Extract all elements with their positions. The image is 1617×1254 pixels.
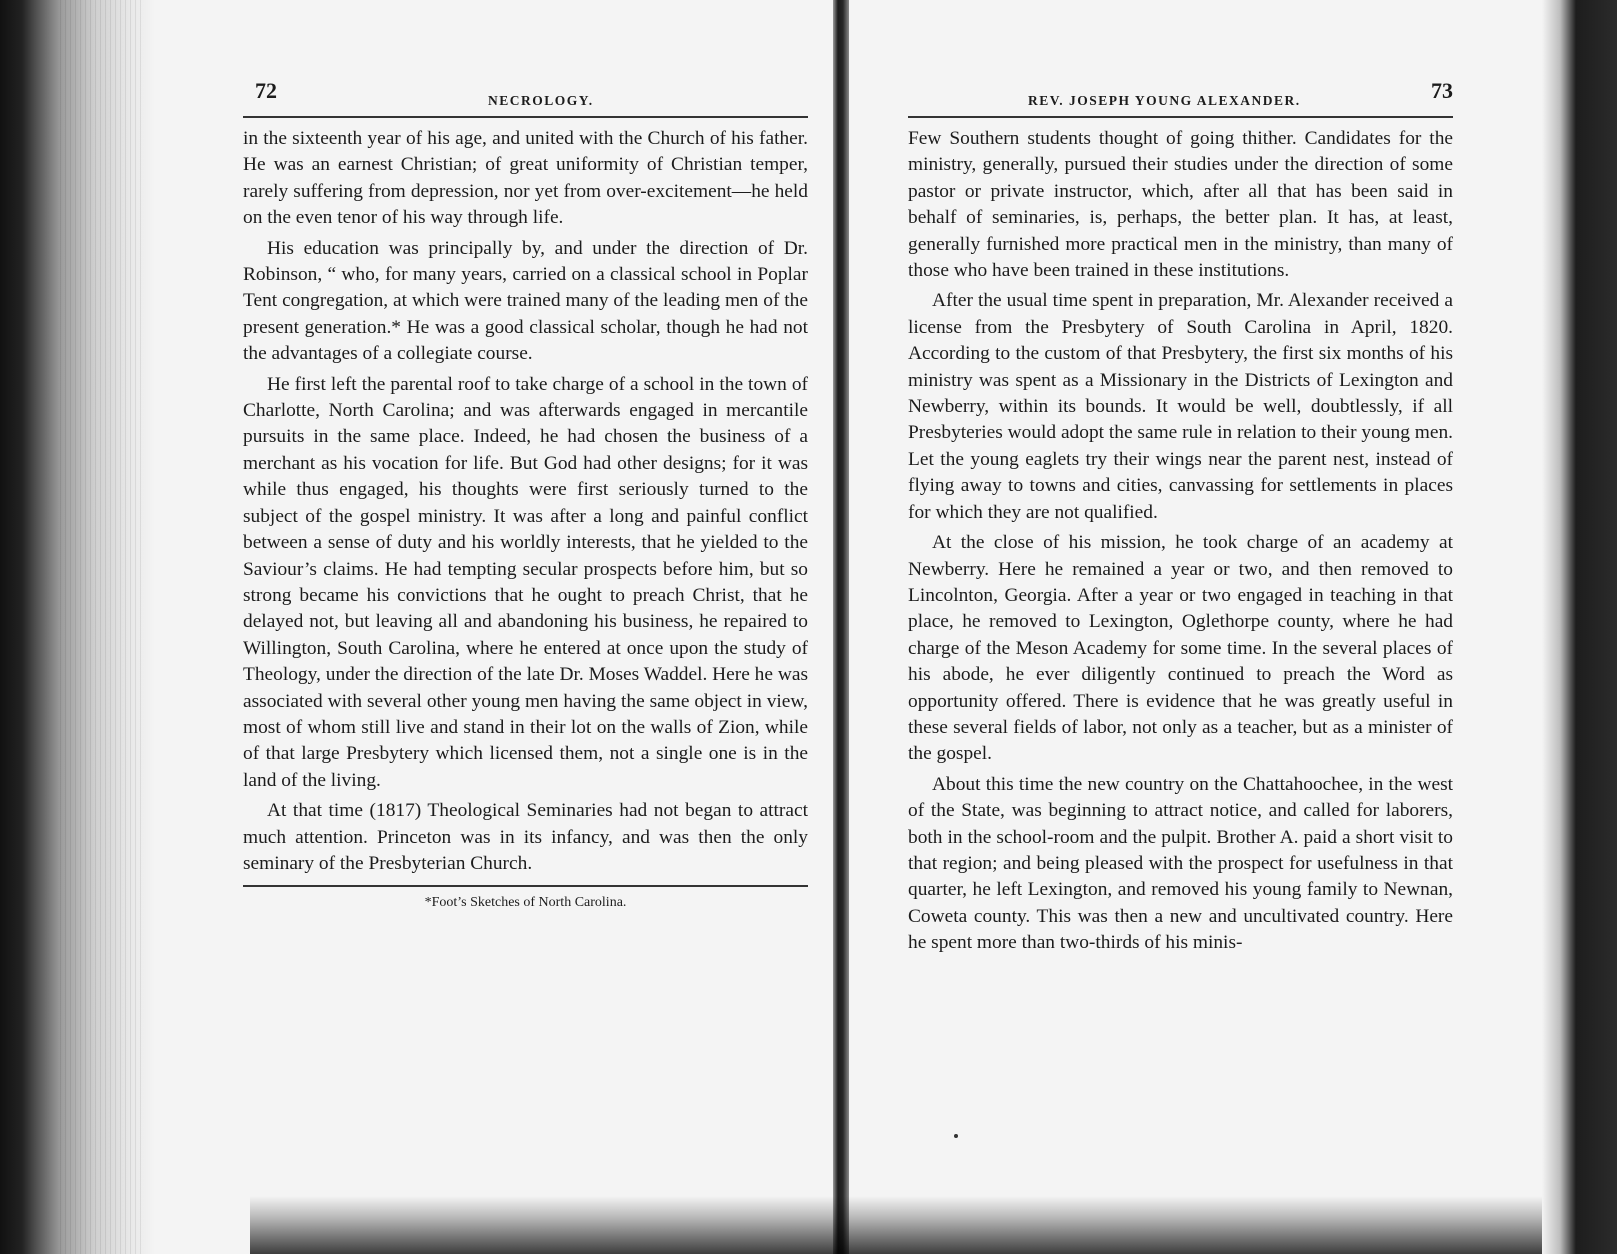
center-gutter	[833, 0, 849, 1254]
left-running-title: NECROLOGY.	[488, 93, 594, 108]
ink-speck	[954, 1134, 958, 1138]
right-running-title: REV. JOSEPH YOUNG ALEXANDER.	[1028, 93, 1301, 108]
left-page	[243, 78, 808, 913]
footnote-rule	[243, 885, 808, 887]
left-page-number: 72	[255, 78, 277, 103]
left-paragraph-1: in the sixteenth year of his age, and united with the Church of his father. He was an earnest Christian; of great uniformity of Christian temper, rarely suffering from depression, nor yet from over-excitement—he held on the even tenor of his way through life.	[243, 128, 808, 229]
right-page-number: 73	[1431, 78, 1453, 103]
right-paragraph-2: After the usual time spent in preparation, Mr. Alexander received a license from the Presbytery of South Carolina in April, 1820. According to the custom of that Presbytery, the first six months of his ministry was spent as a Missionary in the Districts of Lexington and Newberry, within its bounds. It would be well, doubtlessly, if all Presbyteries would adopt the same rule in relation to their young men. Let the young eaglets try their wings near the parent nest, instead of flying away to towns and cities, canvassing for settlements in places for which they are not qualified.	[908, 290, 1453, 523]
right-paragraph-4: About this time the new country on the Chattahoochee, in the west of the State, was beginning to attract notice, and called for laborers, both in the school-room and the pulpit. Brother A. paid a short visit to that region; and being pleased with the prospect for usefulness in that quarter, he left Lexington, and removed his young family to Newnan, Coweta county. This was then a new and uncultivated country. Here he spent more than two-thirds of his minis-	[908, 773, 1453, 954]
left-paragraph-3: He first left the parental roof to take charge of a school in the town of Charlotte, North Carolina; and was afterwards engaged in mercantile pursuits in the same place. Indeed, he had chosen the business of a merchant as his vocation for life. But God had other designs; for it was while thus engaged, his thoughts were first seriously turned to the subject of the gospel ministry. It was after a long and painful conflict between a sense of duty and his worldly interests, that he yielded to the Saviour’s claims. He had tempting secular prospects before him, but so strong became his convictions that he ought to preach Christ, that he delayed not, but leaving all and abandoning his business, he repaired to Willington, South Carolina, where he entered at once upon the study of Theology, under the direction of the late Dr. Moses Waddel. Here he was associated with several other young men having the same object in view, most of whom still live and stand in their lot on the walls of Zion, while of that large Presbytery which licensed them, not a single one is in the land of the living.	[243, 373, 808, 791]
footnote: *Foot’s Sketches of North Carolina.	[424, 895, 627, 911]
left-running-head	[243, 78, 808, 118]
right-binding-edge	[1542, 0, 1617, 1254]
right-paragraph-3: At the close of his mission, he took charge of an academy at Newberry. Here he remained a year or two, and then removed to Lincolnton, Georgia. After a year or two engaged in teaching in that place, he removed to Lexington, Oglethorpe county, where he had charge of the Meson Academy for some time. In the several places of his abode, he ever diligently continued to preach the Word as opportunity offered. There is evidence that he was greatly useful in these several fields of labor, not only as a teacher, but as a minister of the gospel.	[908, 532, 1453, 765]
page-edge-stack	[60, 0, 145, 1254]
left-paragraph-2: His education was principally by, and under the direction of Dr. Robinson, “ who, for many years, carried on a classical school in Poplar Tent congregation, at which were trained many of the leading men of the present generation.* He was a good classical scholar, though he had not the advantages of a collegiate course.	[243, 237, 808, 365]
right-paragraph-1: Few Southern students thought of going thither. Candidates for the ministry, generally, pursued their studies under the direction of some pastor or private instructor, which, after all that has been said in behalf of seminaries, is, perhaps, the better plan. It has, at least, generally furnished more practical men in the ministry, than many of those who have been trained in these institutions.	[908, 128, 1453, 282]
bottom-shadow	[250, 1196, 1542, 1254]
right-page	[908, 78, 1453, 961]
right-running-head	[908, 78, 1453, 118]
left-paragraph-4: At that time (1817) Theological Seminaries had not began to attract much attention. Princeton was in its infancy, and was then the only seminary of the Presbyterian Church.	[243, 800, 808, 874]
